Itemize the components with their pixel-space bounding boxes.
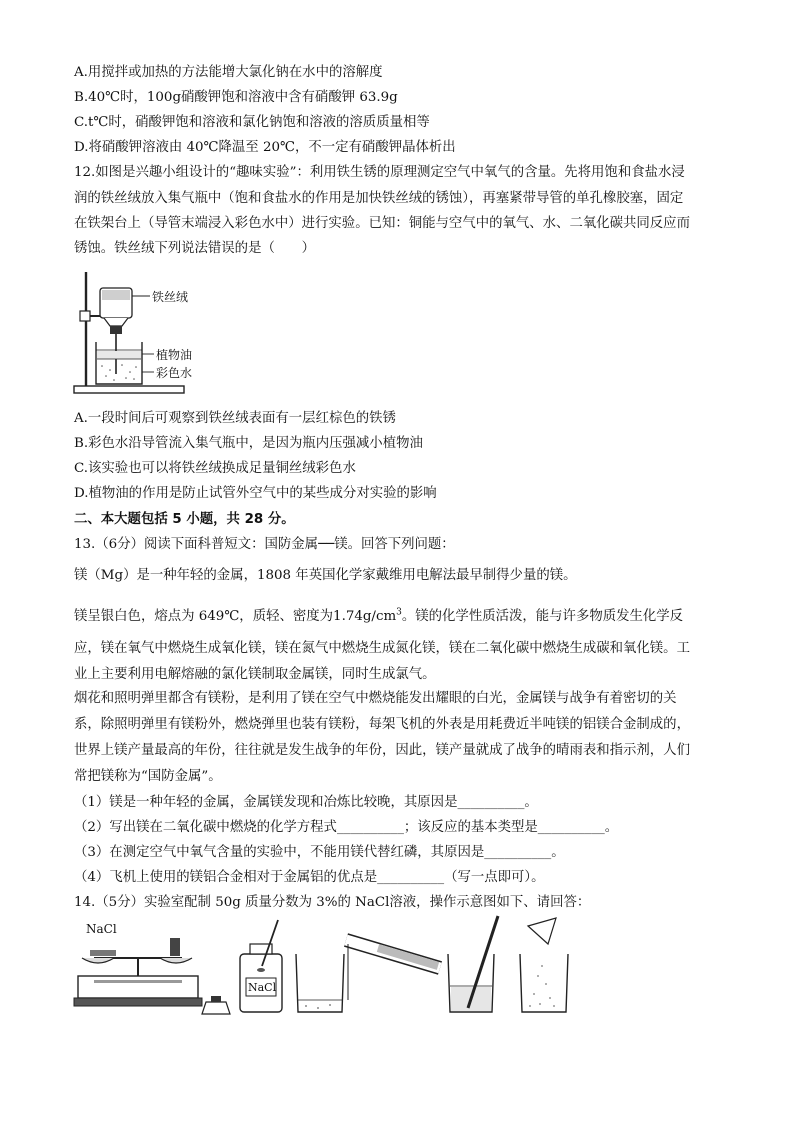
q13-paragraph-3-line1: 烟花和照明弹里都含有镁粉，是利用了镁在空气中燃烧能发出耀眼的白光，金属镁与战争有着密切的关 bbox=[74, 691, 677, 706]
q12-option-b: B.彩色水沿导管流入集气瓶中，是因为瓶内压强减小植物油 bbox=[74, 436, 423, 451]
label-colored-water: 彩色水 bbox=[156, 366, 193, 380]
q12-stem-line1: 12.如图是兴趣小组设计的“趣味实验”：利用铁生锈的原理测定空气中氧气的含量。先将用饱和食盐水浸 bbox=[74, 165, 685, 180]
q12-option-a: A.一段时间后可观察到铁丝绒表面有一层红棕色的铁锈 bbox=[74, 411, 396, 426]
label-balance-nacl: NaCl bbox=[86, 922, 117, 936]
q11-option-c: C.t℃时，硝酸钾饱和溶液和氯化钠饱和溶液的溶质质量相等 bbox=[74, 115, 430, 130]
q13-p2-superscript: 3 bbox=[396, 607, 402, 618]
q11-option-a: A.用搅拌或加热的方法能增大氯化钠在水中的溶解度 bbox=[74, 65, 383, 80]
apparatus-drawing bbox=[70, 266, 220, 398]
q13-subquestion-3: （3）在测定空气中氧气含量的实验中，不能用镁代替红磷，其原因是__________。 bbox=[74, 845, 565, 860]
q13-subquestion-2: （2）写出镁在二氧化碳中燃烧的化学方程式__________；该反应的基本类型是__________。 bbox=[74, 820, 619, 835]
q13-subquestion-1: （1）镁是一种年轻的金属，金属镁发现和冶炼比较晚，其原因是__________。 bbox=[74, 795, 538, 810]
solution-preparation-figure bbox=[72, 914, 592, 1018]
q13-intro: 13.（6分）阅读下面科普短文：国防金属──镁。回答下列问题： bbox=[74, 537, 455, 552]
q12-option-d: D.植物油的作用是防止试管外空气中的某些成分对实验的影响 bbox=[74, 486, 437, 501]
q14-intro: 14.（5分）实验室配制 50g 质量分数为 3%的 NaCl溶液，操作示意图如下、请回答： bbox=[74, 895, 591, 910]
q12-option-c: C.该实验也可以将铁丝绒换成足量铜丝绒彩色水 bbox=[74, 461, 356, 476]
section-2-heading: 二、本大题包括 5 小题，共 28 分。 bbox=[74, 512, 295, 527]
q13-paragraph-3-line2: 系，除照明弹里有镁粉外，燃烧弹里也装有镁粉，每架飞机的外表是用耗费近半吨镁的铝镁合金制成的， bbox=[74, 717, 690, 732]
q12-stem-line2: 润的铁丝绒放入集气瓶中（饱和食盐水的作用是加快铁丝绒的锈蚀），再塞紧带导管的单孔橡胶塞，固定 bbox=[74, 191, 684, 206]
q13-paragraph-3-line4: 常把镁称为“国防金属”。 bbox=[74, 769, 222, 784]
q11-option-b: B.40℃时，100g硝酸钾饱和溶液中含有硝酸钾 63.9g bbox=[74, 90, 398, 105]
q13-subquestion-4: （4）飞机上使用的镁铝合金相对于金属铝的优点是__________（写一点即可）。 bbox=[74, 870, 545, 885]
q13-paragraph-3-line3: 世界上镁产量最高的年份，往往就是发生战争的年份，因此，镁产量就成了战争的晴雨表和指示剂，人们 bbox=[74, 743, 690, 758]
q13-paragraph-2-line3: 业上主要利用电解熔融的氯化镁制取金属镁，同时生成氯气。 bbox=[74, 667, 436, 682]
q13-paragraph-2-line1 bbox=[74, 608, 683, 626]
label-vegetable-oil: 植物油 bbox=[156, 348, 193, 362]
q12-stem-line3: 在铁架台上（导管末端浸入彩色水中）进行实验。已知：铜能与空气中的氧气、水、二氧化碳共同反应而 bbox=[74, 216, 690, 231]
q11-option-d: D.将硝酸钾溶液由 40℃降温至 20℃，不一定有硝酸钾晶体析出 bbox=[74, 140, 456, 155]
q13-paragraph-1: 镁（Mg）是一种年轻的金属，1808 年英国化学家戴维用电解法最早制得少量的镁。 bbox=[74, 568, 577, 583]
label-bottle-nacl: NaCl bbox=[248, 981, 277, 994]
preparation-steps-drawing bbox=[72, 914, 592, 1018]
iron-rust-apparatus-figure bbox=[70, 266, 220, 398]
label-iron-wool: 铁丝绒 bbox=[152, 290, 189, 304]
q13-p2-text-b: 。镁的化学性质活泼，能与许多物质发生化学反 bbox=[401, 609, 684, 624]
q13-paragraph-2-line2: 应，镁在氧气中燃烧生成氧化镁，镁在氮气中燃烧生成氮化镁，镁在二氧化碳中燃烧生成碳和氧化镁。工 bbox=[74, 641, 690, 656]
q12-stem-line4: 锈蚀。铁丝绒下列说法错误的是（ ） bbox=[74, 241, 316, 256]
q13-p2-text-a: 镁呈银白色，熔点为 649℃，质轻、密度为1.74g/cm bbox=[74, 609, 397, 624]
